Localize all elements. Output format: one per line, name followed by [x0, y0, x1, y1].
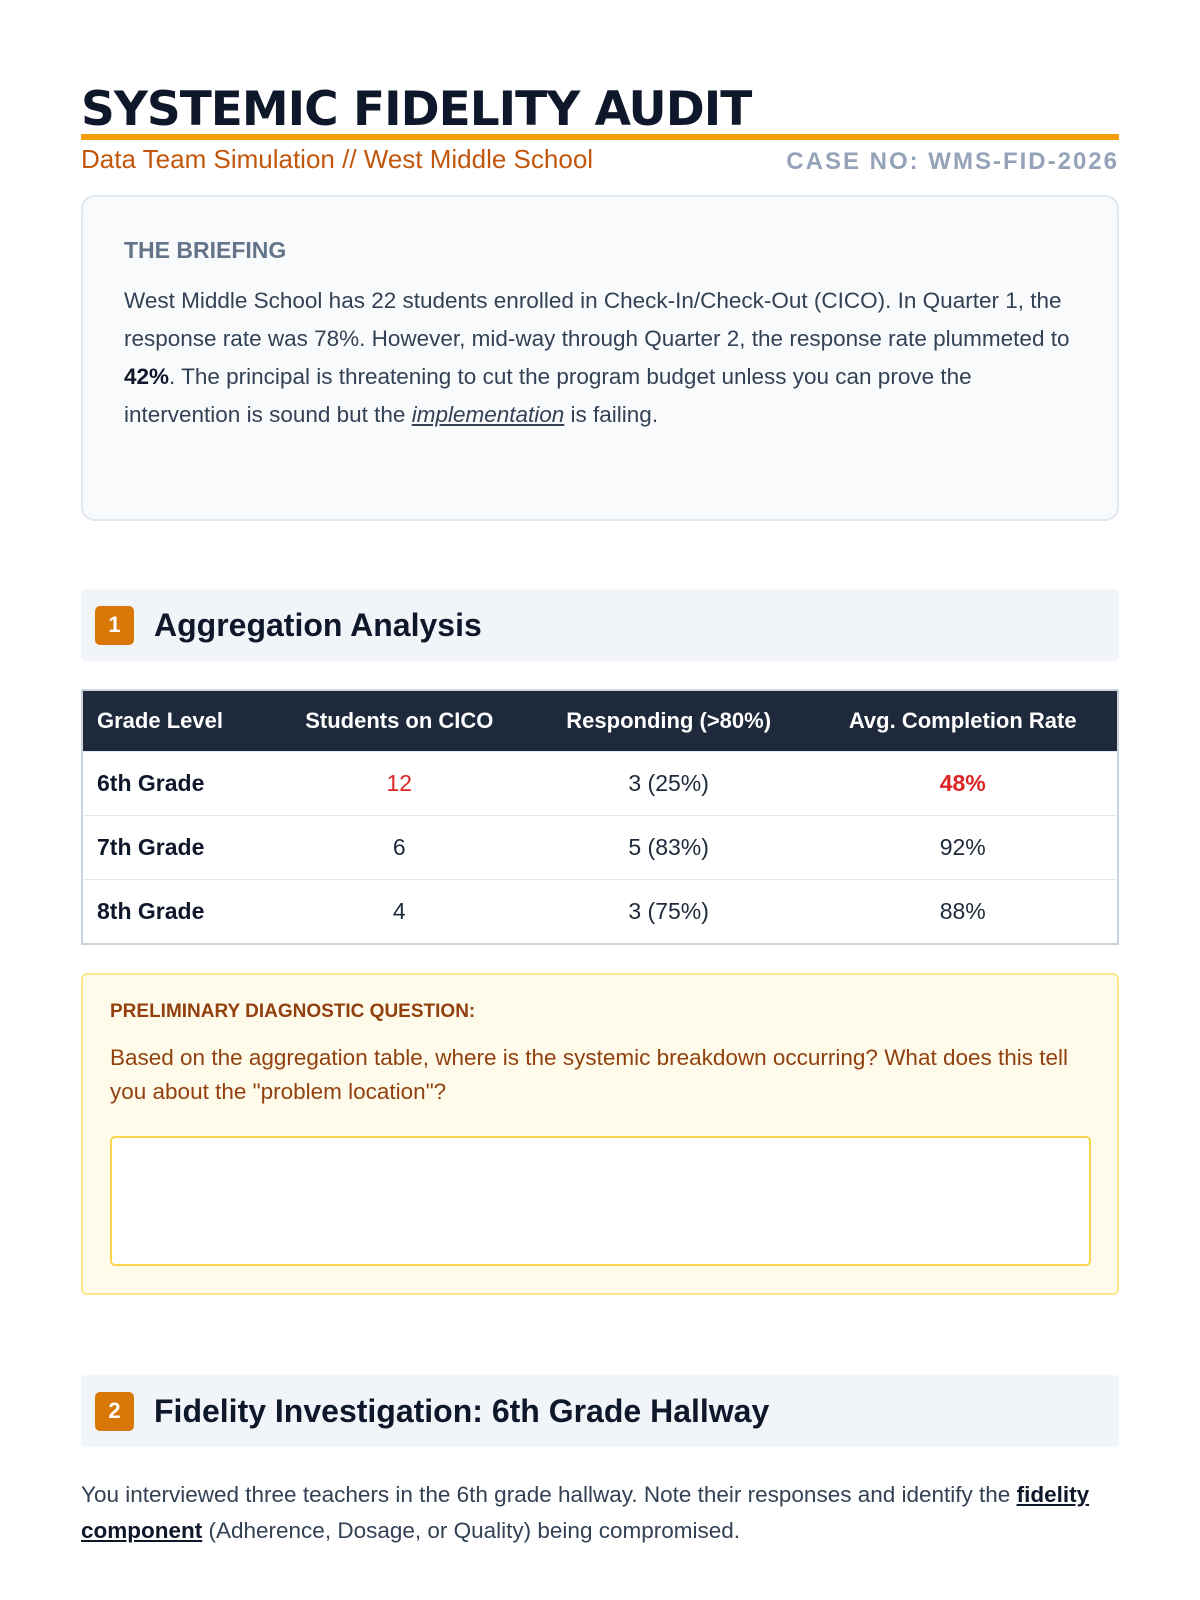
- briefing-highlight: 42%: [124, 364, 170, 389]
- column-header-completion: Avg. Completion Rate: [808, 690, 1118, 752]
- section-1-header: [81, 589, 1119, 661]
- briefing-text-part-2: . The principal is threatening to cut the program budget unless you can prove the intervention is sound but the: [124, 364, 972, 427]
- table-header-row: [82, 690, 1118, 752]
- briefing-text: [124, 282, 1077, 434]
- table-cell: 8th Grade: [82, 880, 270, 945]
- briefing-emphasis: implementation: [411, 402, 565, 427]
- intro-text-part-2: (Adherence, Dosage, or Quality) being compromised.: [202, 1518, 741, 1543]
- intro-bold: fidelity component: [81, 1482, 1090, 1543]
- page-subtitle: Data Team Simulation // West Middle School: [81, 144, 594, 174]
- table-cell: 92%: [808, 816, 1118, 880]
- page-title: SYSTEMIC FIDELITY AUDIT: [81, 82, 752, 137]
- diagnostic-question-box: [81, 973, 1119, 1295]
- table-cell: 3 (75%): [529, 880, 809, 945]
- section-1-title: Aggregation Analysis: [154, 606, 482, 643]
- intro-text-part-1: You interviewed three teachers in the 6th grade hallway. Note their responses and identify the: [81, 1482, 1017, 1507]
- table-cell: 6: [270, 816, 529, 880]
- section-2-badge: 2: [95, 1392, 134, 1431]
- briefing-text-part-3: is failing.: [564, 402, 659, 427]
- column-header-responding: Responding (>80%): [529, 690, 809, 752]
- table-row: [82, 752, 1118, 816]
- table-row: [82, 816, 1118, 880]
- column-header-grade: Grade Level: [82, 690, 270, 752]
- table-cell: 6th Grade: [82, 752, 270, 816]
- column-header-students: Students on CICO: [270, 690, 529, 752]
- aggregation-table: [81, 689, 1119, 945]
- briefing-text-part-1: West Middle School has 22 students enrolled in Check-In/Check-Out (CICO). In Quarter 1, the response rate was 78%. However, mid-way through Quarter 2, the response rate plummeted to: [124, 288, 1070, 351]
- table-cell: 4: [270, 880, 529, 945]
- question-label: PRELIMINARY DIAGNOSTIC QUESTION:: [110, 1001, 476, 1022]
- table-cell: 3 (25%): [529, 752, 809, 816]
- briefing-card: [81, 195, 1119, 521]
- table-cell: 5 (83%): [529, 816, 809, 880]
- briefing-heading: THE BRIEFING: [124, 237, 287, 263]
- question-text: Based on the aggregation table, where is the systemic breakdown occurring? What does this tell you about the "problem location"?: [110, 1045, 1069, 1104]
- section-2-title: Fidelity Investigation: 6th Grade Hallway: [154, 1392, 770, 1429]
- section-1-badge: 1: [95, 606, 134, 645]
- section-2-header: [81, 1375, 1119, 1447]
- answer-input[interactable]: [110, 1136, 1091, 1266]
- table-cell: 88%: [808, 880, 1118, 945]
- table-cell: 12: [270, 752, 529, 816]
- table-cell: 48%: [808, 752, 1118, 816]
- table-cell: 7th Grade: [82, 816, 270, 880]
- header: [81, 0, 1119, 175]
- case-number: CASE NO: WMS-FID-2026: [786, 148, 1119, 175]
- table-row: [82, 880, 1118, 945]
- section-2-intro: [81, 1477, 1119, 1549]
